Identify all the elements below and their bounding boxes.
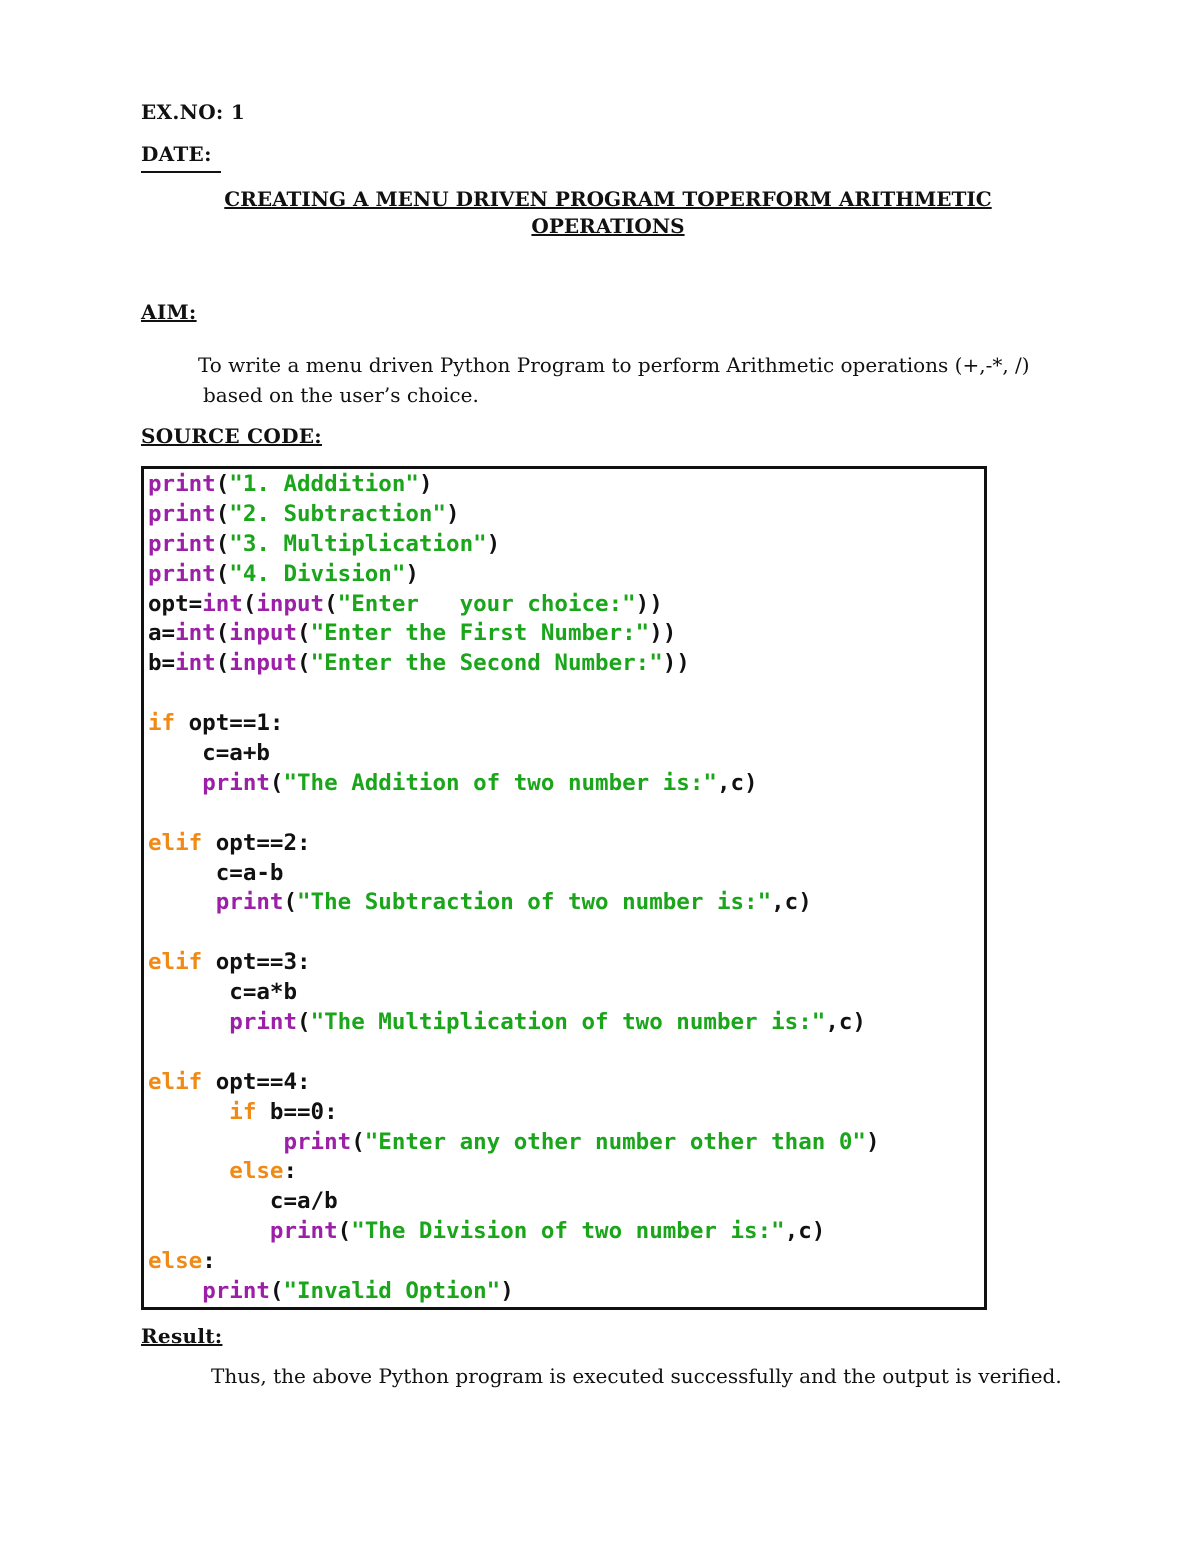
code-token: print	[148, 530, 216, 557]
code-token: (	[337, 1218, 352, 1245]
code-token: ))	[635, 590, 663, 617]
code-token	[148, 1278, 202, 1304]
code-token: if	[229, 1098, 257, 1125]
code-line	[148, 649, 880, 679]
code-line	[148, 470, 880, 500]
result-text: Thus, the above Python program is executed successfully and the output is verified.	[211, 1364, 1062, 1388]
code-token: "2. Subtraction"	[229, 500, 447, 527]
result-heading: Result:	[141, 1324, 223, 1348]
document-title	[150, 186, 1066, 240]
code-line	[148, 948, 880, 978]
code-token: )	[418, 471, 433, 497]
title-line-1: CREATING A MENU DRIVEN PROGRAM TOPERFORM ARITHMETIC	[224, 187, 992, 211]
code-token: print	[269, 1218, 338, 1245]
code-token: int	[175, 620, 216, 647]
code-line	[148, 679, 880, 709]
code-token: ))	[662, 650, 690, 677]
date-underline	[141, 171, 221, 173]
code-token: "1. Adddition"	[229, 471, 419, 497]
code-token: print	[148, 471, 216, 497]
code-token: else	[229, 1158, 284, 1185]
code-token: (	[215, 620, 230, 647]
code-token: "Enter the First Number:"	[310, 620, 650, 647]
exercise-number: EX.NO: 1	[141, 100, 246, 124]
code-token: (	[269, 769, 284, 796]
code-token: c=a*b	[148, 979, 298, 1006]
code-token: (	[215, 560, 230, 587]
code-token: int	[175, 650, 216, 677]
code-token: "Enter any other number other than 0"	[364, 1128, 866, 1155]
code-line	[148, 1128, 880, 1158]
code-token: elif	[148, 1068, 203, 1095]
code-token: if	[148, 710, 176, 737]
code-token: "The Division of two number is:"	[351, 1218, 785, 1245]
code-line	[148, 1068, 880, 1098]
code-token: print	[229, 1009, 298, 1036]
code-token: c=a-b	[148, 859, 284, 886]
code-token: int	[202, 590, 243, 617]
code-token: opt==4:	[202, 1068, 311, 1095]
code-token	[148, 770, 202, 796]
code-line	[148, 1277, 880, 1307]
code-token	[148, 1129, 283, 1155]
code-box	[141, 466, 987, 1310]
code-line	[148, 530, 880, 560]
code-token: ,c)	[825, 1009, 866, 1036]
code-token: input	[229, 650, 298, 677]
code-token: (	[242, 590, 257, 617]
code-token: )	[486, 530, 501, 557]
code-token: print	[202, 769, 270, 796]
code-line	[148, 1038, 880, 1068]
code-token: (	[297, 1009, 311, 1036]
title-line-2: OPERATIONS	[531, 214, 685, 238]
code-token: :	[202, 1248, 216, 1275]
code-token: (	[215, 650, 230, 677]
code-token: ,c)	[784, 1218, 826, 1245]
code-token	[148, 1218, 270, 1244]
code-line	[148, 590, 880, 620]
code-line	[148, 829, 880, 859]
code-line	[148, 739, 880, 769]
code-token: (	[215, 530, 230, 557]
code-token: print	[215, 889, 284, 916]
code-token: b==0:	[256, 1098, 338, 1125]
code-token: )	[446, 500, 460, 527]
code-line	[148, 709, 880, 739]
code-token: opt==2:	[202, 829, 311, 856]
aim-heading: AIM:	[141, 300, 197, 324]
code-token: (	[215, 471, 230, 497]
code-token: (	[351, 1128, 365, 1155]
code-token: "The Subtraction of two number is:"	[297, 889, 772, 916]
code-token: (	[283, 889, 298, 916]
code-token: input	[256, 590, 325, 617]
code-line	[148, 1008, 880, 1038]
code-token: opt=	[148, 590, 203, 617]
code-token: :	[283, 1158, 298, 1185]
code-token: b=	[148, 650, 176, 677]
code-token: "Invalid Option"	[283, 1278, 501, 1305]
code-line	[148, 888, 880, 918]
code-token: c=a+b	[148, 740, 270, 767]
code-line	[148, 859, 880, 889]
code-token: (	[297, 650, 311, 677]
code-line	[148, 1187, 880, 1217]
code-line	[148, 799, 880, 829]
aim-paragraph	[198, 350, 1098, 410]
code-token: opt==1:	[175, 710, 284, 737]
code-token: else	[148, 1248, 203, 1275]
code-token: c=a/b	[148, 1188, 338, 1215]
code-token: ,c)	[771, 889, 812, 916]
code-token: a=	[148, 620, 176, 647]
code-token: elif	[148, 949, 203, 976]
code-line	[148, 1098, 880, 1128]
code-token	[148, 889, 216, 915]
code-line	[148, 500, 880, 530]
date-label: DATE:	[141, 142, 212, 166]
code-token: )	[405, 560, 419, 587]
code-line	[148, 918, 880, 948]
code-line	[148, 1217, 880, 1247]
code-token: print	[283, 1128, 352, 1155]
code-token: print	[148, 500, 216, 527]
code-listing	[148, 470, 880, 1307]
code-token	[148, 1009, 229, 1035]
code-line	[148, 1157, 880, 1187]
code-token: ,c)	[716, 769, 758, 796]
code-token: "Enter the Second Number:"	[310, 650, 663, 677]
code-token: (	[297, 620, 311, 647]
aim-text-line-2: based on the user’s choice.	[203, 383, 479, 407]
code-token: "Enter your choice:"	[337, 590, 636, 617]
code-line	[148, 619, 880, 649]
code-token: "The Multiplication of two number is:"	[310, 1009, 826, 1036]
code-token: elif	[148, 829, 203, 856]
code-token: )	[500, 1278, 514, 1305]
code-token: (	[324, 590, 338, 617]
code-line	[148, 769, 880, 799]
code-token: print	[148, 560, 216, 587]
code-token: opt==3:	[202, 949, 311, 976]
code-token: ))	[649, 620, 677, 647]
code-token: "3. Multiplication"	[229, 530, 487, 557]
code-token	[148, 1158, 229, 1184]
code-token	[148, 1099, 229, 1125]
code-token: "4. Division"	[229, 560, 406, 587]
code-token: "The Addition of two number is:"	[283, 769, 717, 796]
code-line	[148, 1247, 880, 1277]
code-token: (	[269, 1278, 284, 1305]
source-code-heading: SOURCE CODE:	[141, 424, 322, 448]
aim-text-line-1: To write a menu driven Python Program to perform Arithmetic operations (+,-*, /)	[198, 353, 1030, 377]
code-token: )	[865, 1128, 880, 1155]
code-token: input	[229, 620, 298, 647]
code-token: (	[215, 500, 230, 527]
code-line	[148, 560, 880, 590]
code-line	[148, 978, 880, 1008]
code-token: print	[202, 1278, 270, 1305]
